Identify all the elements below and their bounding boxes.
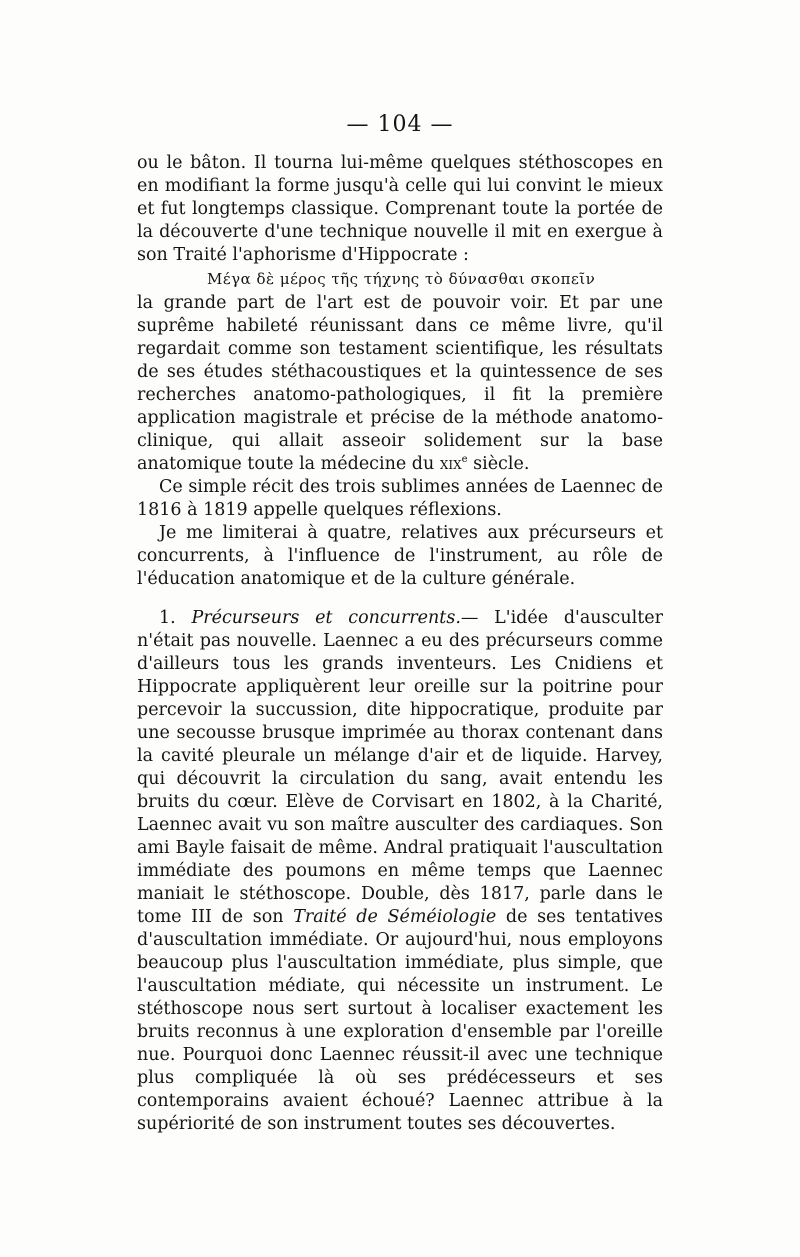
paragraph-2 [137, 292, 663, 476]
paragraph-4: Je me limiterai à quatre, relatives aux précurseurs et concurrents, à l'influence de l'instrument, au rôle de l'éducation anatomique et de la culture générale. [137, 523, 663, 589]
section-1-text-a: L'idée d'ausculter n'était pas nouvelle. Laennec a eu des précurseurs comme d'ailleurs tous les grands inventeurs. Les Cnidiens et Hippocrate appliquèrent leur oreille sur la poitrine pour percevoir la succussion, dite hippocratique, produite par une secousse brusque imprimée au thorax contenant dans la cavité pleurale un mélange d'air et de liquide. Harvey, qui découvrit la circulation du sang, avait entendu les bruits du cœur. Elève de Corvisart en 1802, à la Charité, Laennec avait vu son maître ausculter des cardiaques. Son ami Bayle faisait de même. Andral pratiquait l'auscultation immédiate des poumons en même temps que Laennec maniait le stéthoscope. Double, dès 1817, parle dans le tome III de son [137, 608, 663, 927]
century-numeral: xix [439, 454, 462, 474]
paragraph-1: ou le bâton. Il tourna lui-même quelques stéthoscopes en en modifiant la forme jusqu'à celle qui lui convint le mieux et fut longtemps classique. Comprenant toute la portée de la découverte d'une technique nouvelle il mit en exergue à son Traité l'aphorisme d'Hippocrate : [137, 153, 663, 265]
section-spacer [137, 591, 663, 607]
section-1-text-b: de ses tentatives d'auscultation immédiate. Or aujourd'hui, nous employons beaucoup plus l'auscultation immédiate, plus simple, que l'auscultation médiate, qui nécessite un instrument. Le stéthoscope nous sert surtout à localiser exactement les bruits reconnus à une exploration d'ensemble par l'oreille nue. Pourquoi donc Laennec réussit-il avec une technique plus compliquée là où ses prédécesseurs et ses contemporains avaient échoué? Laennec attribue à la supériorité de son instrument toutes ses découvertes. [137, 907, 664, 1134]
body-text [137, 152, 663, 1136]
section-1-dash: — [460, 608, 479, 628]
paragraph-2-end: siècle. [467, 454, 530, 474]
section-1-number: 1. [159, 608, 176, 628]
paragraph-2-text: la grande part de l'art est de pouvoir voir. Et par une suprême habileté réunissant dans ce même livre, qu'il regardait comme son testament scientifique, les résultats de ses études stéthacoustiques et la quintessence de ses recherches anatomo-pathologiques, il fit la première application magistrale et précise de la méthode anatomo-clinique, qui allait asseoir solidement sur la base anatomique toute la médecine du [137, 293, 663, 474]
century-superscript: e [461, 454, 468, 466]
section-1-paragraph [137, 607, 663, 1136]
greek-quotation: Μέγα δὲ μέρος τῆς τήχνης τὸ δύνασθαι σκοπεῖν [207, 270, 596, 288]
section-1-title: Précurseurs et concurrents. [191, 608, 461, 628]
paragraph-3: Ce simple récit des trois sublimes années de Laennec de 1816 à 1819 appelle quelques réflexions. [137, 477, 663, 520]
book-title: Traité de Séméiologie [293, 907, 497, 927]
page-number: — 104 — [346, 112, 454, 137]
